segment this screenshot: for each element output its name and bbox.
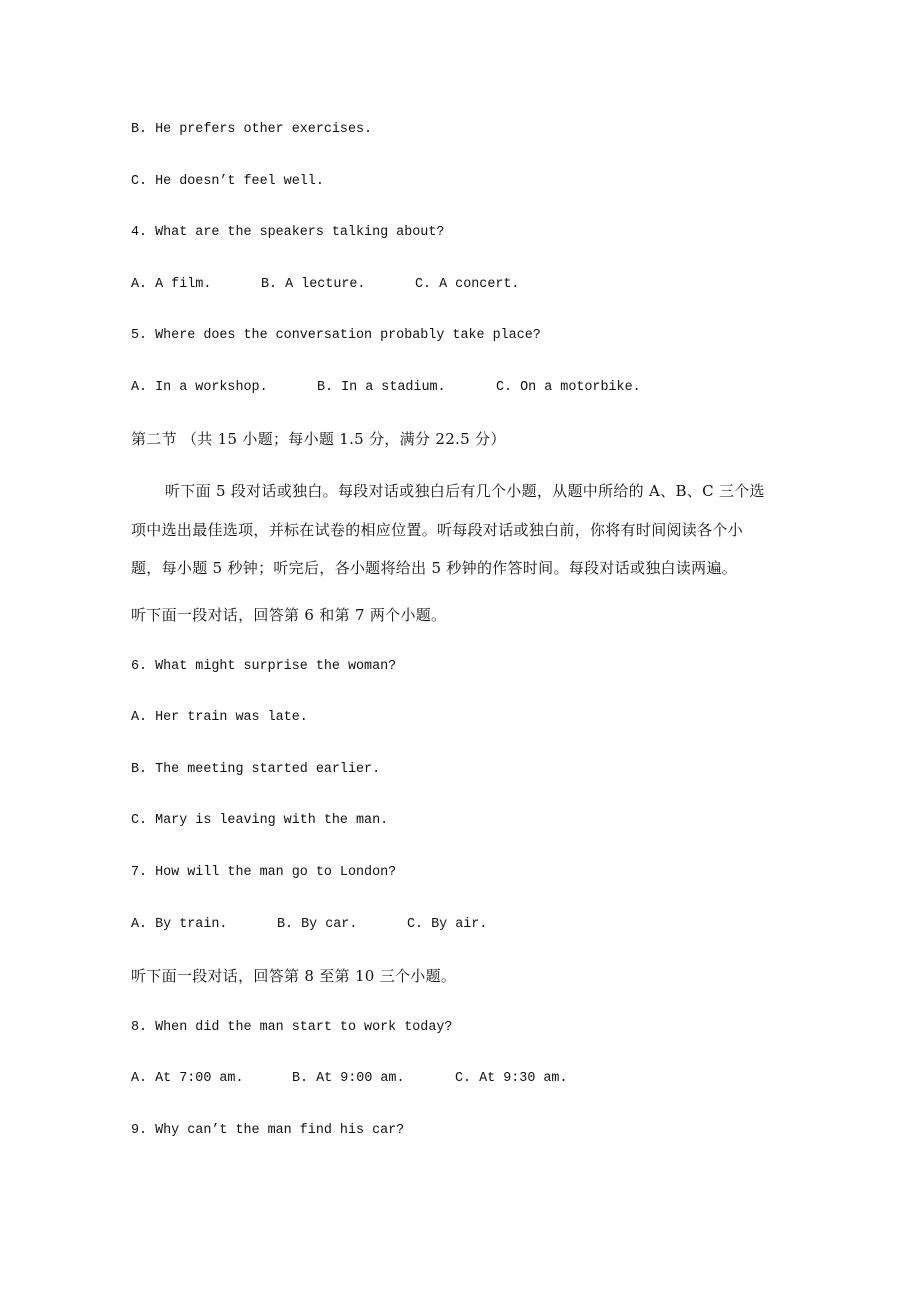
option-5a: A. In a workshop. — [131, 380, 268, 395]
instructions-line-1: 听下面 5 段对话或独白。每段对话或独白后有几个小题，从题中所给的 A、B、C 三个选 — [165, 482, 765, 500]
option-6a: A. Her train was late. — [131, 710, 308, 725]
dialog-6-7-heading: 听下面一段对话，回答第 6 和第 7 两个小题。 — [131, 606, 447, 624]
dialog-8-10-heading: 听下面一段对话，回答第 8 至第 10 三个小题。 — [131, 967, 457, 985]
option-8c: C. At 9:30 am. — [455, 1071, 568, 1086]
question-5: 5. Where does the conversation probably take place? — [131, 328, 541, 343]
option-7a: A. By train. — [131, 917, 228, 932]
instructions-line-3: 题，每小题 5 秒钟；听完后，各小题将给出 5 秒钟的作答时间。每段对话或独白读两遍。 — [131, 559, 738, 577]
option-3b: B. He prefers other exercises. — [131, 122, 373, 137]
option-6c: C. Mary is leaving with the man. — [131, 813, 389, 828]
option-8b: B. At 9:00 am. — [292, 1071, 405, 1086]
option-7b: B. By car. — [277, 917, 358, 932]
option-6b: B. The meeting started earlier. — [131, 762, 381, 777]
option-7c: C. By air. — [407, 917, 488, 932]
option-4b: B. A lecture. — [261, 277, 366, 292]
option-5c: C. On a motorbike. — [496, 380, 641, 395]
question-6: 6. What might surprise the woman? — [131, 659, 397, 674]
question-8: 8. When did the man start to work today? — [131, 1020, 453, 1035]
section-2-heading: 第二节 （共 15 小题；每小题 1.5 分，满分 22.5 分） — [131, 430, 506, 448]
option-3c: C. He doesn’t feel well. — [131, 174, 324, 189]
question-4: 4. What are the speakers talking about? — [131, 225, 445, 240]
instructions-line-2: 项中选出最佳选项，并标在试卷的相应位置。听每段对话或独白前，你将有时间阅读各个小 — [131, 521, 744, 539]
question-7: 7. How will the man go to London? — [131, 865, 397, 880]
question-9: 9. Why can’t the man find his car? — [131, 1123, 405, 1138]
option-4c: C. A concert. — [415, 277, 520, 292]
option-4a: A. A film. — [131, 277, 212, 292]
option-5b: B. In a stadium. — [317, 380, 446, 395]
option-8a: A. At 7:00 am. — [131, 1071, 244, 1086]
